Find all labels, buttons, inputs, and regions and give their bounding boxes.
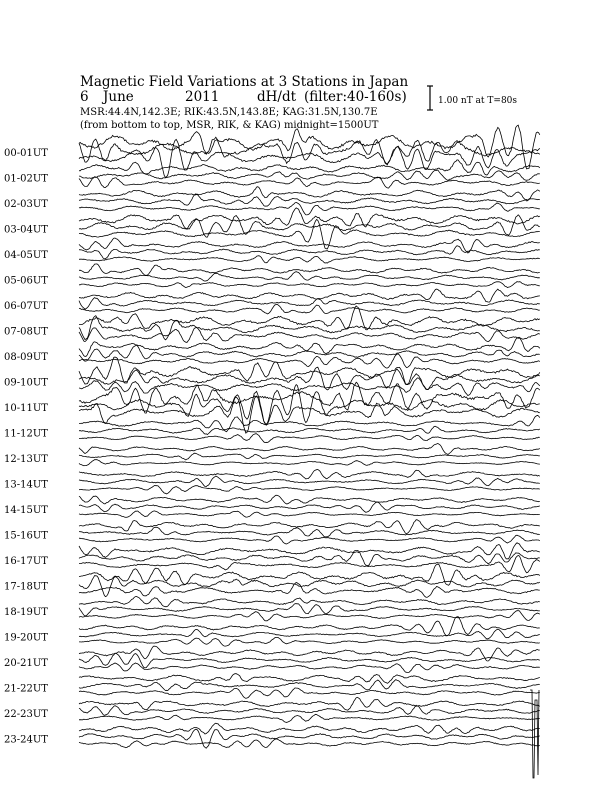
trace-msr — [79, 637, 540, 646]
trace-msr — [79, 714, 540, 722]
trace-rik — [79, 502, 540, 512]
hour-label: 09-10UT — [4, 377, 48, 389]
trace-msr — [79, 220, 540, 249]
hour-label: 23-24UT — [4, 734, 48, 746]
hour-label: 05-06UT — [4, 275, 48, 287]
trace-rik — [79, 604, 540, 616]
hour-label: 18-19UT — [4, 607, 48, 618]
hour-label: 12-13UT — [4, 454, 48, 465]
hour-label: 11-12UT — [4, 428, 48, 440]
hour-label: 10-11UT — [4, 403, 48, 414]
trace-msr — [79, 688, 540, 698]
scale-label: 1.00 nT at T=80s — [438, 96, 518, 106]
trace-kag — [79, 187, 540, 201]
hour-label: 04-05UT — [4, 250, 48, 261]
trace-kag — [79, 697, 540, 710]
chart-title: Magnetic Field Variations at 3 Stations in Japan — [80, 74, 409, 90]
hour-label: 01-02UT — [4, 173, 48, 185]
trace-msr — [79, 535, 540, 544]
trace-kag — [79, 443, 540, 454]
trace-kag — [79, 264, 540, 276]
hour-label: 16-17UT — [4, 556, 48, 567]
filter-label: (filter:40-160s) — [304, 89, 407, 105]
trace-kag — [79, 160, 540, 175]
hour-label: 14-15UT — [4, 505, 48, 516]
hour-label: 07-08UT — [4, 326, 48, 338]
hour-label: 08-09UT — [4, 352, 48, 363]
trace-rik — [79, 706, 540, 716]
trace-rik — [79, 367, 540, 390]
note-label: (from bottom to top, MSR, RIK, & KAG) midnight=1500UT — [80, 120, 379, 131]
date-year: 2011 — [185, 89, 220, 105]
hour-label: 15-16UT — [4, 530, 48, 542]
trace-kag — [79, 617, 540, 636]
trace-msr — [79, 739, 540, 748]
trace-rik — [79, 680, 540, 691]
hour-label: 02-03UT — [4, 199, 48, 210]
trace-rik — [79, 246, 540, 259]
date-month: June — [103, 89, 134, 105]
hour-label: 13-14UT — [4, 479, 48, 491]
trace-msr — [79, 485, 540, 494]
trace-rows — [4, 125, 540, 778]
trace-rik — [79, 550, 540, 565]
hour-label: 20-21UT — [4, 658, 48, 669]
trace-kag — [79, 543, 540, 559]
hour-label: 21-22UT — [4, 683, 48, 695]
hour-label: 03-04UT — [4, 224, 48, 236]
trace-kag — [79, 674, 540, 684]
trace-msr — [79, 556, 540, 573]
trace-rik — [79, 576, 540, 597]
hour-label: 19-20UT — [4, 632, 48, 644]
hour-label: 22-23UT — [4, 709, 48, 720]
trace-msr — [79, 434, 540, 443]
trace-msr — [79, 304, 540, 314]
trace-rik — [79, 298, 540, 310]
stations-label: MSR:44.4N,142.3E; RIK:43.5N,143.8E; KAG:31.5N,130.7E — [80, 107, 378, 118]
hour-label: 00-01UT — [4, 148, 48, 159]
date-day: 6 — [80, 89, 89, 105]
trace-kag — [79, 646, 540, 661]
hour-label: 17-18UT — [4, 581, 48, 593]
quantity-label: dH/dt — [257, 89, 297, 105]
trace-rik — [79, 453, 540, 460]
trace-rik — [79, 527, 540, 537]
trace-msr — [79, 354, 540, 368]
trace-msr — [79, 663, 540, 672]
trace-rik — [79, 426, 540, 434]
trace-rik — [79, 272, 540, 281]
trace-spike — [530, 690, 539, 778]
trace-rik — [79, 345, 540, 361]
trace-msr — [79, 460, 540, 466]
trace-msr — [79, 256, 540, 263]
trace-rik — [79, 385, 540, 425]
trace-msr — [79, 328, 540, 343]
trace-msr — [79, 202, 540, 215]
hour-label: 06-07UT — [4, 301, 48, 312]
trace-kag — [79, 470, 540, 479]
trace-msr — [79, 282, 540, 288]
trace-kag — [79, 289, 540, 302]
trace-kag — [79, 495, 540, 504]
trace-kag — [79, 723, 540, 734]
trace-kag — [79, 520, 540, 534]
trace-msr — [79, 511, 540, 517]
trace-kag — [79, 597, 540, 607]
